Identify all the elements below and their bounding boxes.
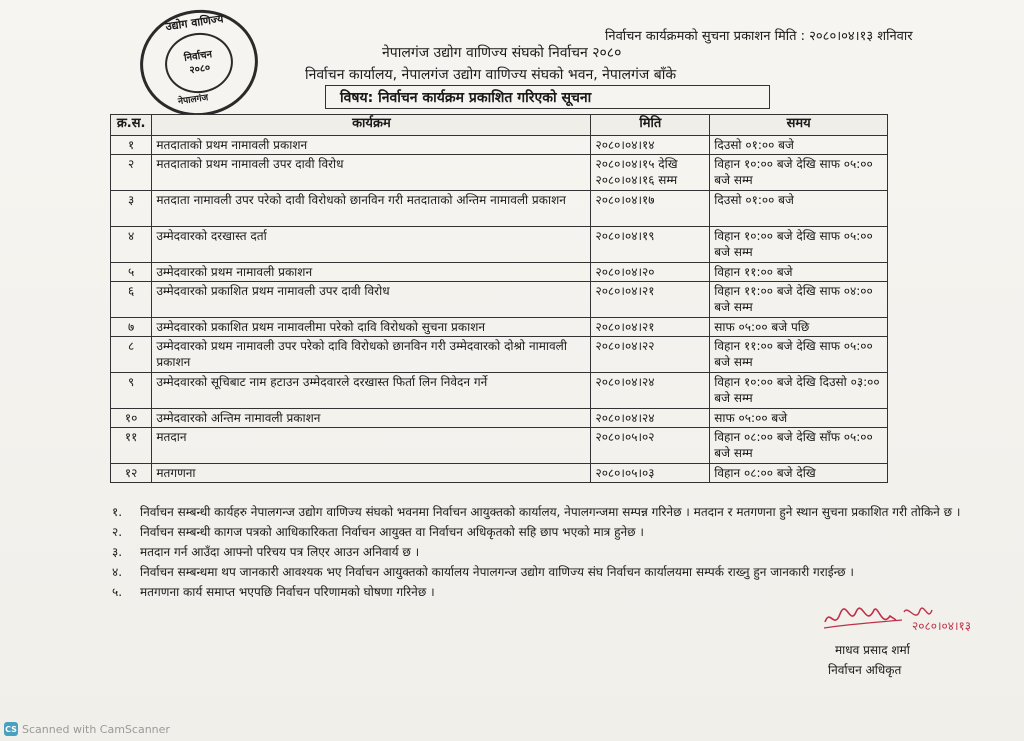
table-row <box>111 155 888 191</box>
cell-program: उम्मेदवारको प्रकाशित प्रथम नामावली उपर दावी विरोध <box>152 282 591 318</box>
cell-program: उम्मेदवारको दरखास्त दर्ता <box>152 227 591 263</box>
cell-date: २०८०।०४।२१ <box>591 318 710 337</box>
note-number: २. <box>112 525 123 539</box>
cell-sn: ५ <box>111 263 152 282</box>
col-header-date: मिति <box>591 115 710 136</box>
watermark-text: Scanned with CamScanner <box>22 722 170 736</box>
cell-time: दिउसो ०१:०० बजे <box>710 136 888 155</box>
signatory-title: निर्वाचन अधिकृत <box>828 663 902 677</box>
camscanner-icon: CS <box>4 722 18 736</box>
list-item <box>112 583 962 601</box>
cell-sn: ११ <box>111 428 152 464</box>
cell-date: २०८०।०४।१४ <box>591 136 710 155</box>
table-row <box>111 409 888 428</box>
cell-program: उम्मेदवारको अन्तिम नामावली प्रकाशन <box>152 409 591 428</box>
cell-program: उम्मेदवारको सूचिबाट नाम हटाउन उम्मेदवारले दरखास्त फिर्ता लिन निवेदन गर्ने <box>152 373 591 409</box>
cell-program: मतदाताको प्रथम नामावली उपर दावी विरोध <box>152 155 591 191</box>
seal-center-line2: २०८० <box>188 62 211 77</box>
seal-center <box>161 29 237 98</box>
cell-time: विहान ०८:०० बजे देखि <box>710 464 888 483</box>
table-row <box>111 428 888 464</box>
cell-sn: १० <box>111 409 152 428</box>
subject-box: विषय: निर्वाचन कार्यक्रम प्रकाशित गरिएको सूचना <box>325 85 770 109</box>
cell-time: विहान १०:०० बजे देखि साफ ०५:०० बजे सम्म <box>710 155 888 191</box>
table-row <box>111 337 888 373</box>
office-address: निर्वाचन कार्यालय, नेपालगंज उद्योग वाणिज्य संघको भवन, नेपालगंज बाँके <box>305 67 677 83</box>
table-row <box>111 227 888 263</box>
note-number: ३. <box>112 545 123 559</box>
cell-sn: ८ <box>111 337 152 373</box>
cell-date: २०८०।०४।२२ <box>591 337 710 373</box>
cell-sn: ४ <box>111 227 152 263</box>
cell-date: २०८०।०४।१५ देखि २०८०।०४।१६ सम्म <box>591 155 710 191</box>
cell-program: मतगणना <box>152 464 591 483</box>
notes-list <box>112 503 962 603</box>
list-item <box>112 503 962 521</box>
cell-date: २०८०।०४।२४ <box>591 409 710 428</box>
cell-time: साफ ०५:०० बजे <box>710 409 888 428</box>
cell-time: विहान ०८:०० बजे देखि साँफ ०५:०० बजे सम्म <box>710 428 888 464</box>
cell-date: २०८०।०५।०२ <box>591 428 710 464</box>
cell-time: दिउसो ०१:०० बजे <box>710 191 888 227</box>
cell-time: विहान १०:०० बजे देखि दिउसो ०३:०० बजे सम्म <box>710 373 888 409</box>
note-number: ५. <box>112 585 123 599</box>
cell-date: २०८०।०४।२० <box>591 263 710 282</box>
cell-time: विहान १०:०० बजे देखि साफ ०५:०० बजे सम्म <box>710 227 888 263</box>
table-row <box>111 263 888 282</box>
cell-time: साफ ०५:०० बजे पछि <box>710 318 888 337</box>
table-header-row <box>111 115 888 136</box>
cell-sn: २ <box>111 155 152 191</box>
note-number: ४. <box>112 565 123 579</box>
cell-sn: ७ <box>111 318 152 337</box>
note-number: १. <box>112 505 123 519</box>
cell-program: मतदाताको प्रथम नामावली प्रकाशन <box>152 136 591 155</box>
table-row <box>111 136 888 155</box>
note-text: निर्वाचन सम्बन्धी कार्यहरु नेपालगन्ज उद्योग वाणिज्य संघको भवनमा निर्वाचन आयुक्तको कार्यालय, नेपालगन्जमा सम्पन्न गरिनेछ । मतदान र मतगणना हुने स्थान सुचना प्रकाशित गरी तोकिने छ । <box>140 505 961 519</box>
table-row <box>111 373 888 409</box>
list-item <box>112 523 962 541</box>
cell-sn: ३ <box>111 191 152 227</box>
handwritten-signature <box>820 600 985 636</box>
cell-program: मतदाता नामावली उपर परेको दावी विरोधको छानविन गरी मतदाताको अन्तिम नामावली प्रकाशन <box>152 191 591 227</box>
note-text: निर्वाचन सम्बन्धी कागज पत्रको आधिकारिकता निर्वाचन आयुक्त वा निर्वाचन अधिकृतको सहि छाप भएको मात्र हुनेछ । <box>140 525 644 539</box>
cell-program: उम्मेदवारको प्रकाशित प्रथम नामावलीमा परेको दावि विरोधको सुचना प्रकाशन <box>152 318 591 337</box>
table-row <box>111 282 888 318</box>
note-text: मतदान गर्न आउँदा आफ्नो परिचय पत्र लिएर आउन अनिवार्य छ । <box>140 545 420 559</box>
list-item <box>112 563 962 581</box>
cell-date: २०८०।०५।०३ <box>591 464 710 483</box>
cell-date: २०८०।०४।२१ <box>591 282 710 318</box>
cell-date: २०८०।०४।२४ <box>591 373 710 409</box>
cell-time: विहान ११:०० बजे <box>710 263 888 282</box>
list-item <box>112 543 962 561</box>
cell-time: विहान ११:०० बजे देखि साफ ०५:०० बजे सम्म <box>710 337 888 373</box>
table-row <box>111 191 888 227</box>
cell-sn: ६ <box>111 282 152 318</box>
signatory-name: माधव प्रसाद शर्मा <box>835 643 910 657</box>
cell-program: उम्मेदवारको प्रथम नामावली प्रकाशन <box>152 263 591 282</box>
seal-ring-bottom-text: नेपालगंज <box>177 93 209 108</box>
col-header-sn: क्र.स. <box>111 115 152 136</box>
scanner-watermark <box>4 722 170 736</box>
signature-date: २०८०।०४।१३ <box>912 619 972 633</box>
schedule-table <box>110 114 888 483</box>
cell-sn: १२ <box>111 464 152 483</box>
notice-publish-date: निर्वाचन कार्यक्रमको सुचना प्रकाशन मिति : २०८०।०४।१३ शनिवार <box>605 29 913 44</box>
col-header-program: कार्यक्रम <box>152 115 591 136</box>
document-title: नेपालगंज उद्योग वाणिज्य संघको निर्वाचन २०८० <box>382 45 622 61</box>
seal-ring-top-text: उद्योग वाणिज्य <box>164 12 225 34</box>
cell-program: मतदान <box>152 428 591 464</box>
table-row <box>111 318 888 337</box>
cell-program: उम्मेदवारको प्रथम नामावली उपर परेको दावि विरोधको छानविन गरी उम्मेदवारको दोश्रो नामावली प्रकाशन <box>152 337 591 373</box>
cell-date: २०८०।०४।१७ <box>591 191 710 227</box>
cell-time: विहान ११:०० बजे देखि साफ ०४:०० बजे सम्म <box>710 282 888 318</box>
seal-center-line1: निर्वाचन <box>183 49 213 64</box>
cell-sn: ९ <box>111 373 152 409</box>
note-text: निर्वाचन सम्बन्धमा थप जानकारी आवश्यक भए निर्वाचन आयुक्तको कार्यालय नेपालगन्ज उद्योग वाणिज्य संघ निर्वाचन कार्यालयमा सम्पर्क राख्नु हुन जानकारी गराईन्छ । <box>140 565 854 579</box>
cell-date: २०८०।०४।१९ <box>591 227 710 263</box>
office-seal <box>133 2 265 123</box>
note-text: मतगणना कार्य समाप्त भएपछि निर्वाचन परिणामको घोषणा गरिनेछ । <box>140 585 435 599</box>
col-header-time: समय <box>710 115 888 136</box>
table-row <box>111 464 888 483</box>
cell-sn: १ <box>111 136 152 155</box>
